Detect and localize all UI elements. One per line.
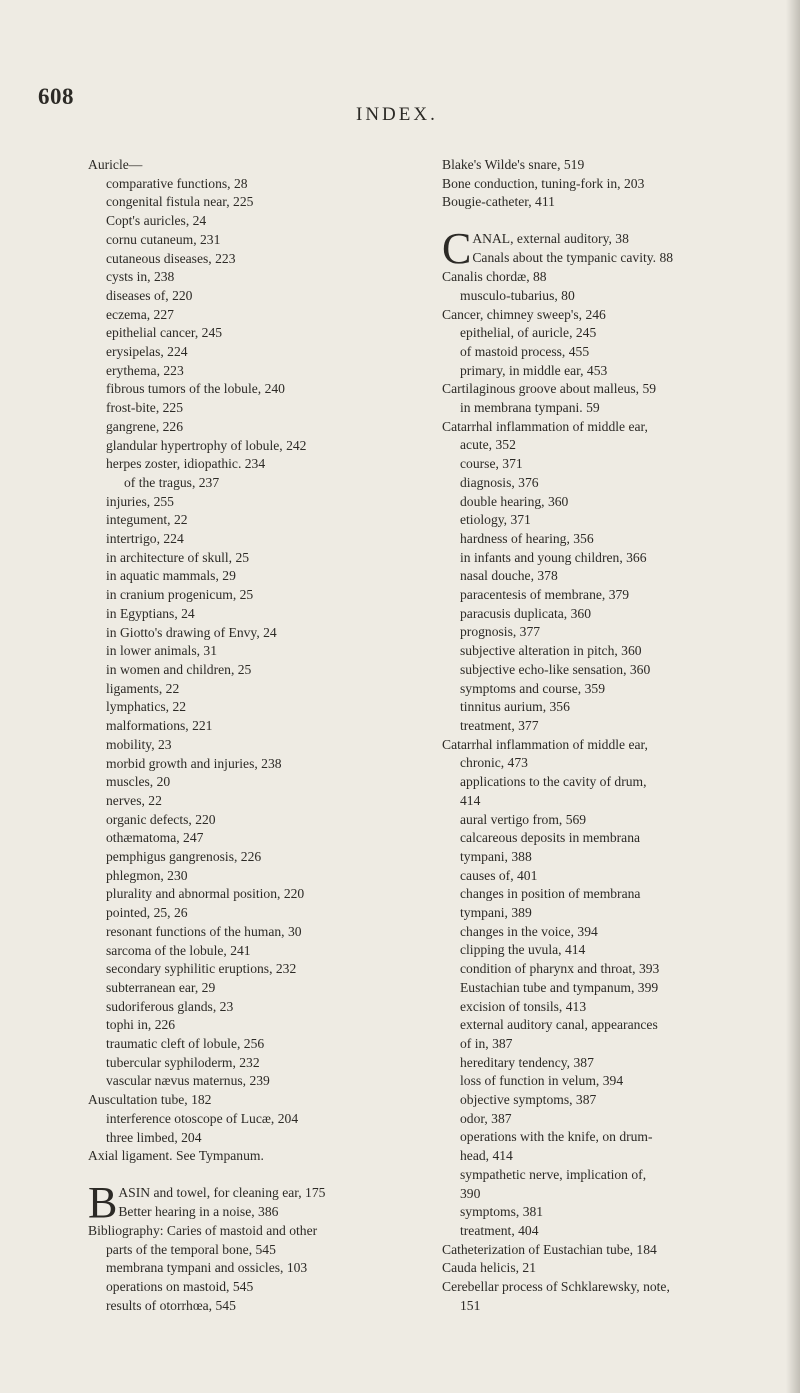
index-entry: calcareous deposits in membrana — [460, 830, 641, 846]
index-entry: Axial ligament. See Tympanum. — [88, 1148, 264, 1164]
index-entry: subjective alteration in pitch, 360 — [460, 643, 642, 659]
index-entry: subjective echo-like sensation, 360 — [460, 661, 651, 677]
index-entry: chronic, 473 — [460, 755, 528, 771]
index-entry: acute, 352 — [460, 437, 516, 453]
index-entry: hardness of hearing, 356 — [460, 530, 594, 546]
index-entry: in Egyptians, 24 — [106, 605, 195, 621]
index-entry: traumatic cleft of lobule, 256 — [106, 1036, 265, 1052]
index-entry: tubercular syphiloderm, 232 — [106, 1054, 260, 1070]
index-entry: in membrana tympani. 59 — [460, 400, 600, 416]
index-entry: operations with the knife, on drum- — [460, 1129, 653, 1145]
index-entry: frost-bite, 225 — [106, 400, 184, 416]
running-head: INDEX. — [356, 104, 438, 125]
section-gap — [442, 212, 787, 230]
index-entry: causes of, 401 — [460, 867, 538, 883]
page-edge-shadow — [786, 0, 800, 1393]
index-entry: Catheterization of Eustachian tube, 184 — [442, 1241, 657, 1257]
index-entry: glandular hypertrophy of lobule, 242 — [106, 437, 307, 453]
index-entry: parts of the temporal bone, 545 — [106, 1241, 276, 1257]
index-entry: phlegmon, 230 — [106, 867, 188, 883]
index-entry: cutaneous diseases, 223 — [106, 250, 236, 266]
index-entry: head, 414 — [460, 1148, 513, 1164]
index-entry: Auscultation tube, 182 — [88, 1092, 212, 1108]
index-entry: clipping the uvula, 414 — [460, 942, 586, 958]
index-entry: in architecture of skull, 25 — [106, 549, 250, 565]
index-entry: course, 371 — [460, 456, 523, 472]
index-entry: etiology, 371 — [460, 512, 531, 528]
index-entry: injuries, 255 — [106, 493, 174, 509]
index-entry: changes in the voice, 394 — [460, 923, 598, 939]
index-entry: loss of function in velum, 394 — [460, 1073, 624, 1089]
index-column-left — [88, 156, 433, 1315]
index-entry: Better hearing in a noise, 386 — [118, 1203, 279, 1219]
index-entry: tympani, 389 — [460, 905, 532, 921]
index-entry: of mastoid process, 455 — [460, 343, 590, 359]
index-entry: resonant functions of the human, 30 — [106, 923, 302, 939]
index-entry: sarcoma of the lobule, 241 — [106, 942, 251, 958]
index-entry: musculo-tubarius, 80 — [460, 287, 575, 303]
index-entry: Bougie-catheter, 411 — [442, 194, 555, 210]
index-entry: condition of pharynx and throat, 393 — [460, 961, 660, 977]
index-entry: changes in position of membrana — [460, 886, 641, 902]
index-entry: Catarrhal inflammation of middle ear, — [442, 418, 648, 434]
dropcap-c: C — [442, 224, 472, 274]
index-entry: epithelial, of auricle, 245 — [460, 325, 597, 341]
index-entry: erythema, 223 — [106, 362, 184, 378]
index-entry: objective symptoms, 387 — [460, 1092, 597, 1108]
index-entry: treatment, 404 — [460, 1222, 539, 1238]
index-entry: comparative functions, 28 — [106, 175, 248, 191]
index-entry: ASIN and towel, for cleaning ear, 175 — [118, 1184, 326, 1200]
index-entry: Catarrhal inflammation of middle ear, — [442, 736, 648, 752]
index-entry: subterranean ear, 29 — [106, 979, 216, 995]
index-entry: othæmatoma, 247 — [106, 830, 204, 846]
index-entry: ANAL, external auditory, 38 — [472, 231, 629, 247]
index-entry: in infants and young children, 366 — [460, 549, 647, 565]
index-entry: results of otorrhœa, 545 — [106, 1297, 236, 1313]
index-entry: Bibliography: Caries of mastoid and other — [88, 1222, 318, 1238]
index-entry: epithelial cancer, 245 — [106, 325, 223, 341]
c-entries — [442, 268, 787, 1315]
index-entry: prognosis, 377 — [460, 624, 541, 640]
section-c-head — [442, 224, 787, 274]
index-entry: in Giotto's drawing of Envy, 24 — [106, 624, 277, 640]
dropcap-b: B — [88, 1177, 118, 1227]
index-entry: lymphatics, 22 — [106, 699, 187, 715]
index-entry: tinnitus aurium, 356 — [460, 699, 570, 715]
index-entry: Cerebellar process of Schklarewsky, note, — [442, 1279, 670, 1295]
index-entry: pemphigus gangrenosis, 226 — [106, 849, 262, 865]
index-entry: treatment, 377 — [460, 717, 539, 733]
index-entry: three limbed, 204 — [106, 1129, 202, 1145]
b-entries — [88, 1222, 433, 1316]
index-entry: cysts in, 238 — [106, 269, 175, 285]
index-entry: aural vertigo from, 569 — [460, 811, 587, 827]
index-entry: congenital fistula near, 225 — [106, 194, 254, 210]
index-entry: double hearing, 360 — [460, 493, 569, 509]
index-entry: plurality and abnormal position, 220 — [106, 886, 305, 902]
index-entry: diagnosis, 376 — [460, 474, 539, 490]
index-entry: intertrigo, 224 — [106, 531, 184, 547]
index-entry: external auditory canal, appearances — [460, 1017, 658, 1033]
index-entry: integument, 22 — [106, 512, 188, 528]
index-entry: tympani, 388 — [460, 848, 532, 864]
index-entry: 414 — [460, 792, 481, 808]
index-entry: eczema, 227 — [106, 306, 174, 322]
index-entry: Bone conduction, tuning-fork in, 203 — [442, 175, 645, 191]
index-entry: nasal douche, 378 — [460, 568, 558, 584]
index-entry: Eustachian tube and tympanum, 399 — [460, 979, 659, 995]
index-entry: pointed, 25, 26 — [106, 905, 188, 921]
index-entry: operations on mastoid, 545 — [106, 1279, 254, 1295]
index-entry: sympathetic nerve, implication of, — [460, 1166, 647, 1182]
b-entries-continued — [442, 156, 787, 212]
index-entry: symptoms and course, 359 — [460, 680, 605, 696]
index-entry: applications to the cavity of drum, — [460, 774, 647, 790]
index-column-right — [442, 156, 787, 1315]
index-entry: interference otoscope of Lucæ, 204 — [106, 1110, 299, 1126]
index-entry: erysipelas, 224 — [106, 344, 188, 360]
index-entry: excision of tonsils, 413 — [460, 998, 587, 1014]
index-entry: tophi in, 226 — [106, 1017, 176, 1033]
index-entry: Cancer, chimney sweep's, 246 — [442, 306, 606, 322]
index-entry: gangrene, 226 — [106, 418, 184, 434]
index-entry: in aquatic mammals, 29 — [106, 568, 236, 584]
index-entry: paracusis duplicata, 360 — [460, 605, 591, 621]
index-entry: Cauda helicis, 21 — [442, 1260, 537, 1276]
index-entry: nerves, 22 — [106, 792, 162, 808]
index-entry: in lower animals, 31 — [106, 643, 217, 659]
index-entry: diseases of, 220 — [106, 287, 193, 303]
index-entry: of the tragus, 237 — [124, 474, 220, 490]
section-b-head — [88, 1177, 433, 1227]
index-entry: Blake's Wilde's snare, 519 — [442, 157, 585, 172]
index-entry: hereditary tendency, 387 — [460, 1054, 594, 1070]
index-entry: Cartilaginous groove about malleus, 59 — [442, 381, 657, 397]
auricle-entries — [88, 156, 433, 1166]
index-entry: vascular nævus maternus, 239 — [106, 1073, 270, 1089]
index-entry: Auricle— — [88, 157, 143, 172]
index-entry: Canalis chordæ, 88 — [442, 269, 547, 285]
index-entry: paracentesis of membrane, 379 — [460, 587, 630, 603]
index-entry: membrana tympani and ossicles, 103 — [106, 1260, 308, 1276]
index-entry: muscles, 20 — [106, 774, 171, 790]
index-entry: 151 — [460, 1297, 481, 1313]
index-entry: morbid growth and injuries, 238 — [106, 755, 282, 771]
page-number: 608 — [38, 84, 74, 109]
index-entry: organic defects, 220 — [106, 811, 216, 827]
index-entry: secondary syphilitic eruptions, 232 — [106, 961, 297, 977]
index-entry: Canals about the tympanic cavity. 88 — [472, 249, 674, 265]
index-entry: odor, 387 — [460, 1110, 512, 1126]
index-entry: symptoms, 381 — [460, 1204, 544, 1220]
index-entry: Copt's auricles, 24 — [106, 213, 207, 229]
index-entry: ligaments, 22 — [106, 680, 180, 696]
index-entry: herpes zoster, idiopathic. 234 — [106, 456, 266, 472]
index-entry: of in, 387 — [460, 1035, 513, 1051]
index-entry: in cranium progenicum, 25 — [106, 587, 254, 603]
index-entry: cornu cutaneum, 231 — [106, 231, 221, 247]
index-entry: fibrous tumors of the lobule, 240 — [106, 381, 285, 397]
index-entry: in women and children, 25 — [106, 661, 252, 677]
index-entry: sudoriferous glands, 23 — [106, 998, 234, 1014]
index-entry: 390 — [460, 1185, 481, 1201]
index-entry: malformations, 221 — [106, 718, 213, 734]
section-gap — [88, 1166, 433, 1184]
index-entry: mobility, 23 — [106, 736, 172, 752]
index-entry: primary, in middle ear, 453 — [460, 362, 608, 378]
